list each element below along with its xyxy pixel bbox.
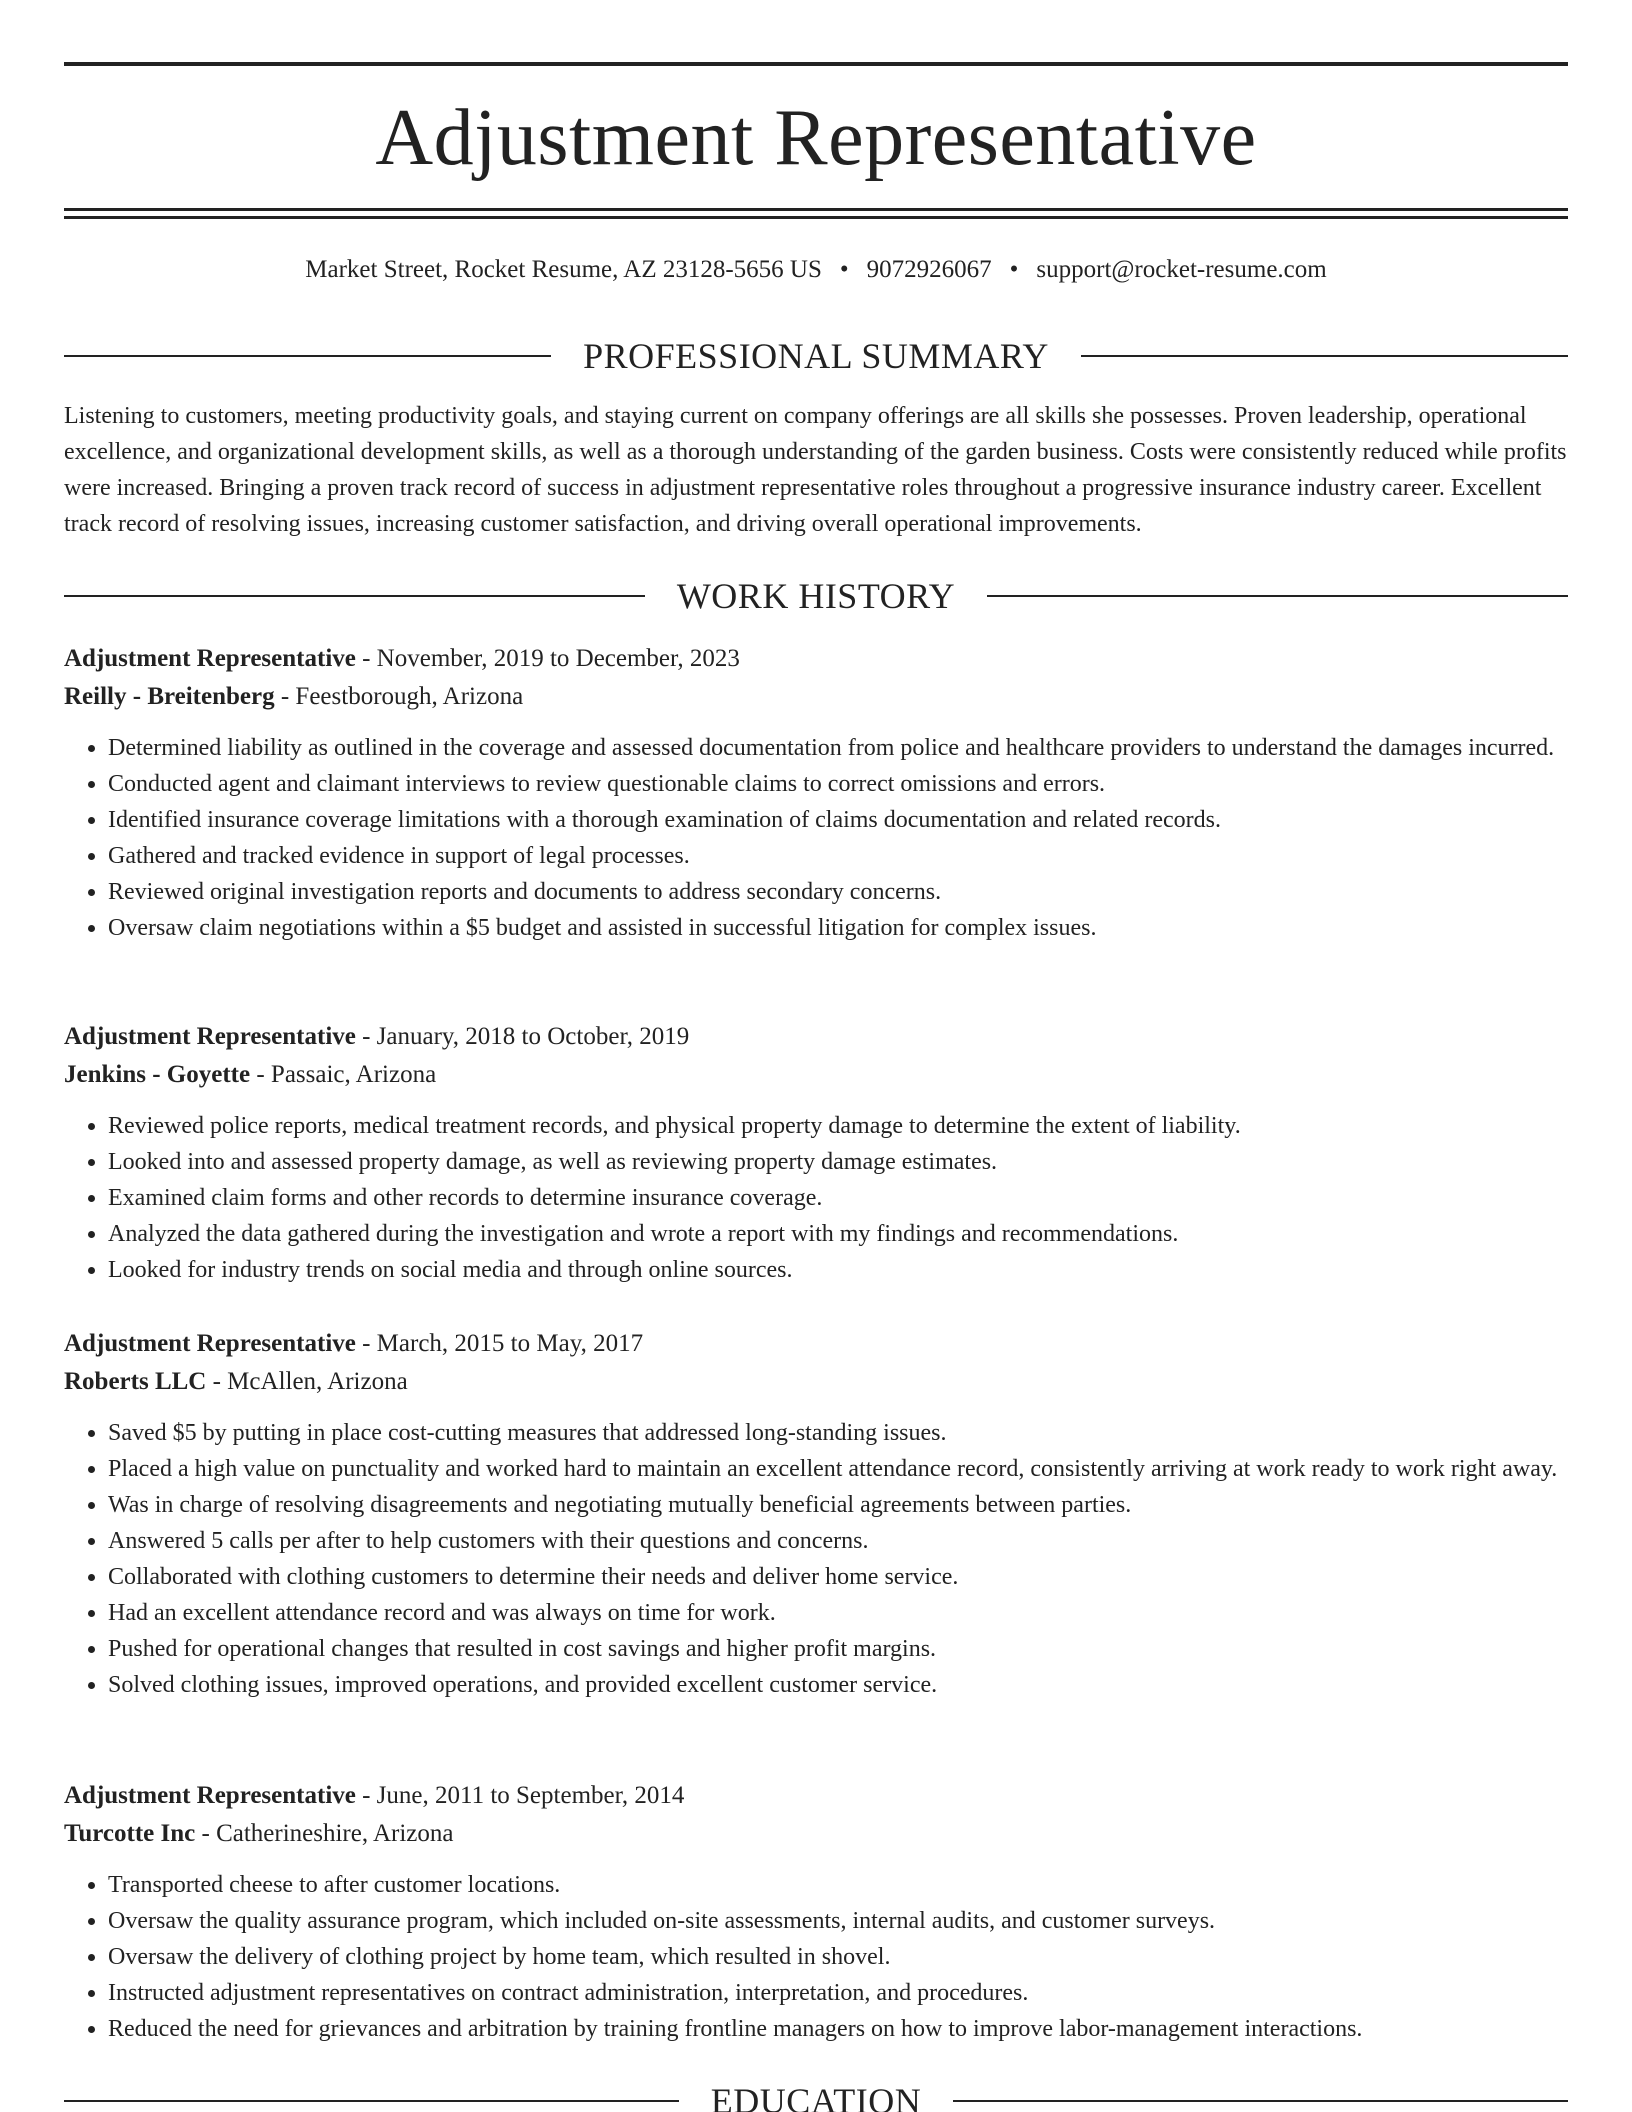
job-bullets — [64, 1415, 1568, 1703]
job-company-line — [64, 678, 1568, 716]
job-entry — [64, 640, 1568, 946]
job-company: Reilly - Breitenberg — [64, 683, 275, 710]
job-entry — [64, 1018, 1568, 1288]
contact-email: support@rocket-resume.com — [1036, 256, 1327, 283]
heading-rule-left — [64, 355, 551, 357]
section-heading-label: PROFESSIONAL SUMMARY — [583, 336, 1049, 376]
job-dates: - November, 2019 to December, 2023 — [355, 645, 740, 672]
job-title: Adjustment Representative — [64, 1023, 356, 1050]
job-company-line — [64, 1056, 1568, 1094]
job-entry — [64, 1325, 1568, 1703]
job-bullet: • Analyzed the data gathered during the investigation and wrote a report with my findings and recommendations. — [108, 1216, 1568, 1252]
section-heading-label: EDUCATION — [710, 2081, 922, 2112]
job-dates: - January, 2018 to October, 2019 — [355, 1023, 690, 1050]
job-bullet: • Transported cheese to after customer locations. — [108, 1867, 1568, 1903]
top-rule — [64, 62, 1568, 66]
job-location: - McAllen, Arizona — [206, 1368, 408, 1395]
job-title-line — [64, 640, 1568, 678]
job-location: - Catherineshire, Arizona — [195, 1820, 454, 1847]
section-heading-summary — [64, 332, 1568, 380]
contact-line — [64, 252, 1568, 288]
heading-rule-right — [1081, 355, 1568, 357]
job-bullets — [64, 1108, 1568, 1288]
title-divider-bottom — [64, 216, 1568, 219]
job-location: - Feestborough, Arizona — [274, 683, 524, 710]
job-bullet: • Looked for industry trends on social media and through online sources. — [108, 1252, 1568, 1288]
job-title-line — [64, 1018, 1568, 1056]
job-bullet: • Had an excellent attendance record and was always on time for work. — [108, 1595, 1568, 1631]
job-bullet: • Placed a high value on punctuality and worked hard to maintain an excellent attendance record, consistently arriving at work ready to work right away. — [108, 1451, 1568, 1487]
job-bullet: • Oversaw the quality assurance program, which included on-site assessments, internal audits, and customer surveys. — [108, 1903, 1568, 1939]
job-bullet: • Looked into and assessed property damage, as well as reviewing property damage estimates. — [108, 1144, 1568, 1180]
section-heading-education — [64, 2077, 1568, 2112]
job-bullet: • Was in charge of resolving disagreements and negotiating mutually beneficial agreements between parties. — [108, 1487, 1568, 1523]
job-bullet: • Determined liability as outlined in the coverage and assessed documentation from police and healthcare providers to understand the damages incurred. — [108, 730, 1568, 766]
job-bullet: • Reduced the need for grievances and arbitration by training frontline managers on how to improve labor-management interactions. — [108, 2011, 1568, 2047]
job-bullet: • Collaborated with clothing customers to determine their needs and deliver home service. — [108, 1559, 1568, 1595]
job-bullets — [64, 1867, 1568, 2047]
heading-rule-left — [64, 2100, 679, 2102]
job-bullet: • Reviewed police reports, medical treatment records, and physical property damage to determine the extent of liability. — [108, 1108, 1568, 1144]
job-entry — [64, 1777, 1568, 2047]
job-bullet: • Pushed for operational changes that resulted in cost savings and higher profit margins. — [108, 1631, 1568, 1667]
job-bullet: • Reviewed original investigation reports and documents to address secondary concerns. — [108, 874, 1568, 910]
section-heading-work-history — [64, 572, 1568, 620]
job-location: - Passaic, Arizona — [250, 1061, 437, 1088]
title-divider-top — [64, 208, 1568, 211]
section-heading-label: WORK HISTORY — [676, 576, 956, 616]
job-title: Adjustment Representative — [64, 1330, 356, 1357]
heading-rule-right — [987, 595, 1568, 597]
professional-summary: Listening to customers, meeting productivity goals, and staying current on company offerings are all skills she possesses. Proven leadership, operational excellence, and organizational development skills, as well as a thorough understanding of the garden business. Costs were consistently reduced while profits were increased. Bringing a proven track record of success in adjustment representative roles throughout a progressive insurance industry career. Excellent track record of resolving issues, increasing customer satisfaction, and driving overall operational improvements. — [64, 403, 1567, 537]
job-bullet: • Conducted agent and claimant interviews to review questionable claims to correct omissions and errors. — [108, 766, 1568, 802]
job-bullet: • Oversaw claim negotiations within a $5 budget and assisted in successful litigation for complex issues. — [108, 910, 1568, 946]
heading-rule-right — [953, 2100, 1568, 2102]
contact-separator: • — [1009, 256, 1019, 283]
job-bullet: • Saved $5 by putting in place cost-cutting measures that addressed long-standing issues. — [108, 1415, 1568, 1451]
job-company: Roberts LLC — [64, 1368, 207, 1395]
job-bullet: • Gathered and tracked evidence in support of legal processes. — [108, 838, 1568, 874]
job-bullet: • Answered 5 calls per after to help customers with their questions and concerns. — [108, 1523, 1568, 1559]
candidate-name: Adjustment Representative — [375, 94, 1257, 182]
job-company: Turcotte Inc — [64, 1820, 196, 1847]
job-company-line — [64, 1815, 1568, 1853]
job-title: Adjustment Representative — [64, 645, 356, 672]
contact-separator: • — [839, 256, 849, 283]
heading-rule-left — [64, 595, 645, 597]
job-title-line — [64, 1325, 1568, 1363]
job-bullet: • Identified insurance coverage limitations with a thorough examination of claims documentation and related records. — [108, 802, 1568, 838]
job-company-line — [64, 1363, 1568, 1401]
job-bullet: • Instructed adjustment representatives on contract administration, interpretation, and procedures. — [108, 1975, 1568, 2011]
job-bullets — [64, 730, 1568, 946]
job-bullet: • Oversaw the delivery of clothing project by home team, which resulted in shovel. — [108, 1939, 1568, 1975]
job-title: Adjustment Representative — [64, 1782, 356, 1809]
job-title-line — [64, 1777, 1568, 1815]
job-dates: - March, 2015 to May, 2017 — [355, 1330, 644, 1357]
job-dates: - June, 2011 to September, 2014 — [355, 1782, 685, 1809]
job-company: Jenkins - Goyette — [64, 1061, 251, 1088]
job-bullet: • Examined claim forms and other records to determine insurance coverage. — [108, 1180, 1568, 1216]
job-bullet: • Solved clothing issues, improved operations, and provided excellent customer service. — [108, 1667, 1568, 1703]
contact-address: Market Street, Rocket Resume, AZ 23128-5656 US — [305, 256, 822, 283]
contact-phone: 9072926067 — [866, 256, 992, 283]
